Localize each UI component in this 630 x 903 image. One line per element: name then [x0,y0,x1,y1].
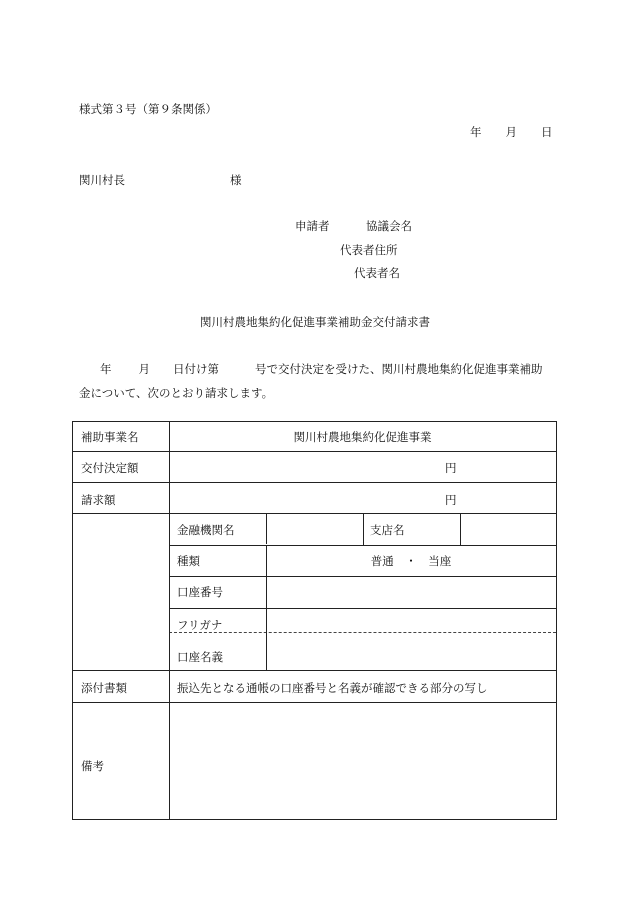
applicant-label: 申請者 [295,219,330,233]
attachment-value: 振込先となる通帳の口座番号と名義が確認できる部分の写し [177,681,488,695]
account-number-label: 口座番号 [177,585,223,599]
row-divider [73,513,556,514]
row-divider [73,702,556,703]
account-name-label: 口座名義 [177,650,223,664]
request-form-table [72,421,557,820]
remarks-label: 備考 [81,759,104,773]
body-line-1 [79,357,559,381]
row-divider [73,482,556,483]
body-line1-rest: 号で交付決定を受けた、関川村農地集約化促進事業補助 [255,362,543,376]
recipient-name: 関川村長 [79,173,125,187]
project-value: 関川村農地集約化促進事業 [293,430,432,444]
decision-amount-unit: 円 [445,461,457,475]
body-line-2: 金について、次のとおり請求します。 [79,386,274,400]
bank-name-label: 金融機関名 [177,523,235,537]
request-amount-label: 請求額 [81,493,116,507]
row-divider [169,576,556,577]
col-divider [266,513,267,544]
recipient [79,172,242,188]
account-type-label: 種類 [177,554,200,568]
furigana-divider [169,632,556,633]
date-day: 日 [541,125,553,139]
row-divider [169,608,556,609]
rep-name-label: 代表者名 [354,266,400,280]
col-divider [363,513,364,545]
recipient-honorific: 様 [230,173,242,187]
row-divider [73,451,556,452]
date-line [470,124,553,140]
decision-amount-label: 交付決定額 [81,461,139,475]
attachment-label: 添付書類 [81,681,127,695]
col-divider [460,513,461,545]
date-month: 月 [505,125,517,139]
rep-address-label: 代表者住所 [340,243,398,257]
row-divider [73,670,556,671]
branch-label: 支店名 [370,523,405,537]
body-month: 月 [138,362,150,376]
date-year: 年 [470,125,482,139]
document-title: 関川村農地集約化促進事業補助金交付請求書 [200,315,430,329]
form-number: 様式第３号（第９条関係） [79,102,217,116]
body-year: 年 [100,362,112,376]
account-type-value: 普通 ・ 当座 [370,554,452,568]
project-label: 補助事業名 [81,430,139,444]
body-dated-no: 日付け第 [173,362,219,376]
body-text [79,357,559,405]
furigana-label: フリガナ [177,618,223,632]
request-amount-unit: 円 [445,493,457,507]
council-name-label: 協議会名 [366,219,412,233]
row-divider [169,545,556,546]
col-divider [169,422,170,819]
